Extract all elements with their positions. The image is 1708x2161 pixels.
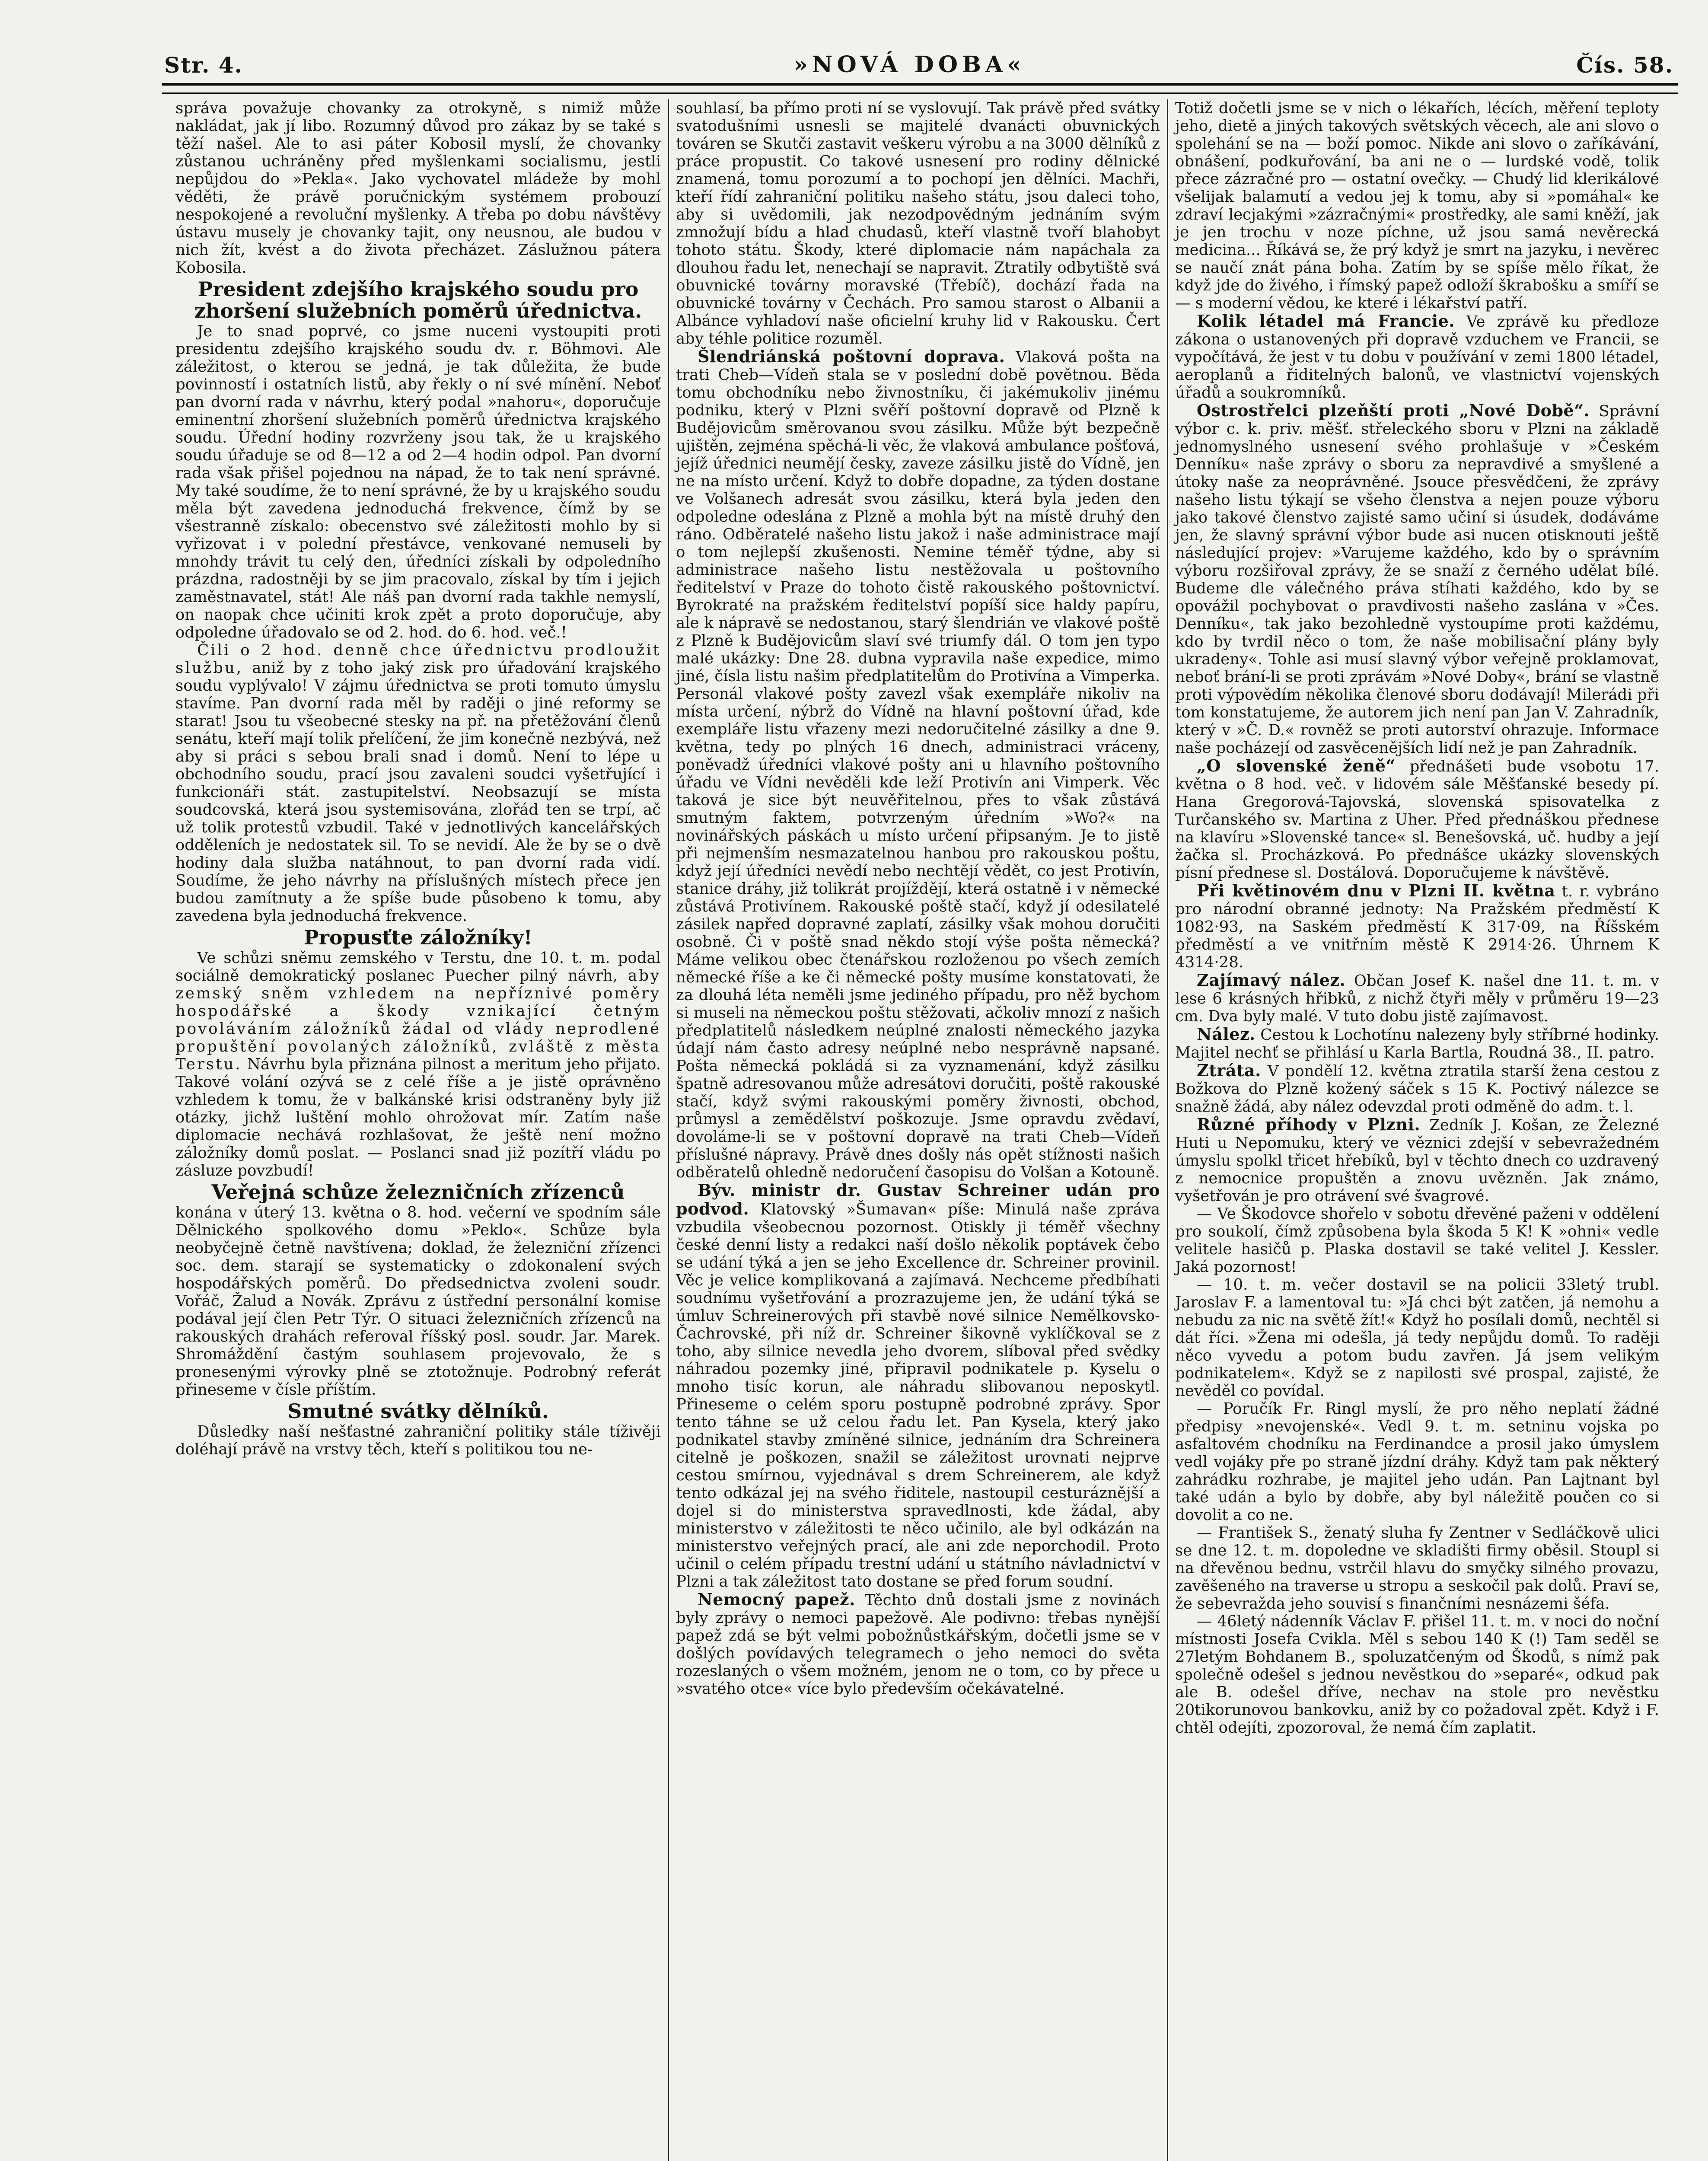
reservists-lead: Ve schůzi sněmu zemského v Terstu, dne 10. t. m. podal sociálně demokratický poslanec Puecher pilný návrh, — [175, 949, 661, 985]
incident-suicide: — František S., ženatý sluha fy Zentner v Sedláčkově ulici se dne 12. t. m. dopoledne ve skladišti firmy oběsil. Stoupl si na dřevěnou bednu, vstrčil hlavu do smyčky silného provazu, zavěšeného na traverse u stropu a seskočil pak dolů. Praví se, že sebevražda jeho souvisí s finančními nesnázemi šéfa. — [1175, 1524, 1659, 1613]
found-text: Cestou k Lochotínu nalezeny byly stříbrné hodinky. Majitel nechť se přihlásí u Karla Bartla, Roudná 38., II. patro. — [1175, 1026, 1659, 1061]
heading-france-aircraft: Kolik létadel má Francie. — [1197, 311, 1455, 331]
column-3 — [1167, 99, 1666, 2161]
article-president-text-2 — [175, 641, 661, 925]
postal-text: Vlaková pošta na trati Cheb—Vídeň stala se v poslední době povětnou. Běda tomu obchodníku nebo živnostníku, či jakémukoliv jinému podniku, který v Plzni svěří poštovní dopravě od Plzně k Budějovicům směrovanou svou zásilku. Může být bezpečně ujištěn, zejména spěchá-li věc, že vlaková ambulance pošťová, jejíž úřednici neumějí česky, zaveze zásilku jistě do Vídně, jen ne na místo určení. Když to dobře dopadne, za týden dostane ve Volšanech adresát svou zásilku, která byla jeden den odpoledne odeslána z Plzně a mohla být na místě druhý den ráno. Odběratelé našeho listu jakož i naše administrace mají o tom nejlepší zkušenosti. Nemine téměř týdne, aby si administrace našeho listu nestěžovala u poštovního ředitelství v Praze do tohoto čistě rakouského poštovnictví. Byrokraté na pražském ředitelství popíší sice haldy papíru, ale k nápravě se nedostanou, starý šlendrián ve vlakové poště z Plzně k Budějovicům slaví své triumfy dál. O tom jen typo malé ukázky: Dne 28. dubna vypravila naše expedice, mimo jiné, čísla listu našim předplatitelům do Protivína a Vimperka. Personál vlakové pošty zavezl však exempláře nikoliv na místa určení, nýbrž do Vídně na hlavní poštovní úřad, kde exempláře listu vřazeny mezi nedoručitelné zásilky a dne 9. května, tedy po plných 16 dnech, administraci vráceny, poněvadž úředníci vlakové pošty ani u hlavního poštovního úřadu ve Vídni nevěděli kde leží Protivín ani Vimperk. Věc taková je sice být neuvěřitelnou, přes to však zůstává smutným faktem, potvrzeným úředním »Wo?« na novinářských páskách u místo určení připsaným. Je to jistě při nejmenším nesmazatelnou hanbou pro rakouskou poštu, když její úředníci nevědí nebo nechtějí vědět, co jest Protivín, stanice dráhy, již tolikrát projíždějí, která ostatně i v německé zůstává Protivínem. Rakouské poště stačí, když jí odesilatelé zásilek napřed dopravné zaplatí, zásilky však mohou doručiti osobně. Či v poště snad někdo stojí výše pošta německá? Máme velikou obec čtenářskou rozloženou po všech zemích německé říše a ke či německé pošty musíme konstatovati, že za dlouhá léta neměli jsme jediného případu, pro něž bychom si museli na německou poštu stěžovati, ačkoliv mnozí z našich předplatitelů následkem neúplné znalosti německého jazyka údají nám často adresy neúplné nebo nesprávně napsané. Pošta německá pokládá si za vyznamenání, když zásilku špatně adresovanou může adresátovi doručiti, poště rakouské stačí, když svými rakouskými poměry živnosti, obchod, průmysl a zemědělství poškozuje. Jsme opravdu zvědaví, dovoláme-li se v poštovní dopravě na trati Cheb—Vídeň příslušné nápravy. Právě dnes došly nás opět stížnosti našich odběratelů ohledně nedoručení časopisu do Volšan a Kotouně. — [676, 348, 1160, 1181]
schreiner-text: Klatovský »Šumavan« píše: Minulá naše zpráva vzbudila všeobecnou pozornost. Otiskly ji téměř všechny české denní listy a redakci naší došlo několik poptávek čebo se udání týká a jen se jeho Excellence dr. Schreiner provinil. Věc je velice komplikovaná a zajímavá. Nechceme předbíhati soudnímu vyšetřování a prozrazujeme jen, že udání týká se úmluv Schreinerových při stavbě nové silnice Nemělkovsko-Čachrovské, při níž dr. Schreiner šikovně vyklíčkoval se z toho, aby silnice nevedla jeho dvorem, slíboval před svědky náhradou pozemky jiné, připravil podnikatele p. Kyselu o mnoho tisíc korun, ale náhradu slibovanou neposkytl. Přineseme o celém sporu postupně podrobné zprávy. Spor tento táhne se už celou řadu let. Pan Kysela, který jako podnikatel stavby zmíněné silnice, jednáním dra Schreinera citelně je poškozen, snažil se záležitost urovnati nejprve cestou smírnou, vyjednával s drem Schreinerem, ale když tento odkázal jej na svého řiditele, nastoupil cesturáznější a dojel si do ministerstva spravedlnosti, kde žádal, aby ministerstvo v záležitosti te něco učinilo, ale byl odkázán na ministerstvo veřejných prací, ale ani zde neporchodil. Proto učinil o celém případu trestní udání u státního návladnictví v Plzni a tak záležitost tato dostane se před forum soudní. — [676, 1201, 1160, 1590]
reservists-spaced: aby zemský sněm vzhledem na nepříznivé poměry hospodářské a škody vznikající četným povoláváním záložníků žádal od vlády neprodlené propuštění povolaných záložníků, zvláště z města Terstu. — [175, 967, 661, 1073]
article-france-aircraft — [1175, 312, 1659, 402]
article-columns — [169, 99, 1678, 2161]
page-header — [164, 43, 1673, 78]
heading-slovak-woman: „O slovenské ženě“ — [1197, 756, 1396, 775]
heading-pope: Nemocný papež. — [698, 1590, 855, 1609]
heading-sharpshooters: Ostrostřelci plzeňští proti „Nové Době“. — [1197, 401, 1590, 420]
newspaper-name: »NOVÁ DOBA« — [793, 51, 1026, 78]
heading-schreiner: Býv. ministr dr. Gustav Schreiner udán pro podvod. — [676, 1180, 1160, 1218]
incident-laborer: — 46letý nádenník Václav F. přišel 11. t. m. v noci do noční místnosti Josefa Cvikla. Měl s sebou 140 K (!) Tam seděl se 27letým Bohdanem B., spoluzatčeným od Škodů, s nímž pak společně odešel s jednou nevěstkou do »separé«, odkud pak ale B. odešel dříve, nechav na stole pro nevěstku 20tikorunovou bankovku, aniž by co požadoval zpět. Když i F. chtěl odejíti, zpozoroval, že nemá čím zaplatit. — [1175, 1613, 1659, 1737]
interesting-find-text: Občan Josef K. našel dne 11. t. m. v lese 6 krásných hřibků, z nichž čtyři měly v průměru 19—23 cm. Dva byly malé. V tuto dobu jistě zajímavost. — [1175, 972, 1659, 1025]
heading-postal: Šlendriánská poštovní doprava. — [698, 347, 1005, 366]
heading-loss: Ztráta. — [1197, 1061, 1261, 1080]
article-incidents — [1175, 1116, 1659, 1205]
incident-lieutenant: — Poručík Fr. Ringl myslí, že pro něho neplatí žádné předpisy »nevojenské«. Vedl 9. t. m. setninu vojska po asfaltovém chodníku na Ferdinandce a prosil jako úmyslem vedl vojáky pře po straně jízdní dráhy. Když tam pak některý zahrádku rozhrabe, je majitel jeho udán. Pan Lajtnant byl také udán a bylo by dobře, aby byl náležitě poučen co si dovolit a co ne. — [1175, 1400, 1659, 1524]
reservists-rest: Návrhu byla přiznána pilnost a meritum jeho přijato. Takové volání ozývá se z celé říše a je jistě oprávněno vzhledem k tomu, že v balkánské krisi odstraněny byly již otázky, jichž luštění mohlo ohrožovat mír. Zatím naše diplomacie nechává rozhlašovat, že ještě není možno záložníky domů poslat. — Poslanci snad již pozítří vládu po zásluze povzbudí! — [175, 1055, 661, 1179]
article-sharpshooters — [1175, 402, 1659, 757]
article-pope-continuation: Totiž dočetli jsme se v nich o lékařích, lécích, měření teploty jeho, dietě a jiných takových světských věcech, ale ani slovo o spolehání se na — boží pomoc. Nikde ani slovo o zaříkávání, obnášení, podkuřování, ba ani ne o — lurdské vodě, tolik přece zázračné pro — ostatní ovečky. — Chudý lid klerikálové všelijak balamutí a vedou jej k tomu, aby si »pomáhal« ke zdraví lecjakými »zázračnými« prostředky, ale sami kněží, jak je jen trochu v noze píchne, už jsou samá nevěrecká medicina... Říkává se, že prý když je smrt na jazyku, i nevěrec se naučí znát pána boha. Zatím by se spíše mělo říkat, že když jde do živého, i římský papež odloží škrabošku a smíří se — s moderní vědou, ke které i lékařství patří. — [1175, 99, 1659, 312]
incidents-text: Zedník J. Košan, ze Železné Huti u Nepomuku, který ve věznici zdejší v sebevražedném úmyslu spolkl třicet hřebíků, byl v těchto dnech co uzdravený z nemocnice propuštěn a znovu uvězněn. Jak známo, vyšetřován je pro otrávení své švagrové. — [1175, 1116, 1659, 1205]
article-loss — [1175, 1061, 1659, 1116]
article-president-text: Je to snad poprvé, co jsme nuceni vystoupiti proti presidentu zdejšího krajského soudu dv. r. Böhmovi. Ale záležitost, o kterou se jedná, je tak důležita, že bude povinností i ostatních listů, aby řekly o ní své mínění. Neboť pan dvorní rada v návrhu, který podal »nahoru«, doporučuje eminentní zhoršení služebních poměrů úřednictva krajského soudu. Úřední hodiny rozvrženy jsou tak, že u krajského soudu úřaduje se od 8—12 a od 2—4 hodin odpol. Pan dvorní rada však přišel pojednou na nápad, že to tak není správné. My také soudíme, že to není správné, že by u krajského soudu měla být zavedena jednoduchá frekvence, čímž by se všestranně získalo: obecenstvo své záležitosti mohlo by si vyřizovat i v polední přestávce, venkované nemuseli by mnohdy trávit tu celý den, úředníci získali by odpoledního prázdna, radostněji by se jim pracovalo, získal by tím i jejich zaměstnavatel, stát! Ale náš pan dvorní rada takhle nemyslí, on naopak chce učiniti krok zpět a proto doporučuje, aby odpoledne úřadovalo se od 2. hod. do 6. hod. več.! — [175, 322, 661, 641]
article-postal — [676, 347, 1160, 1181]
article-pope — [676, 1590, 1160, 1698]
article-heading-railway-meeting: Veřejná schůze železničních zřízenců — [211, 1180, 625, 1204]
article-heading-sad-holidays: Smutné svátky dělníků. — [287, 1399, 549, 1423]
article-heading-reservists: Propusťte záložníky! — [304, 926, 532, 949]
issue-number: Čís. 58. — [1576, 52, 1673, 78]
article-slovak-woman — [1175, 757, 1659, 882]
page-number: Str. 4. — [164, 52, 243, 78]
article-interesting-find — [1175, 971, 1659, 1025]
incident-police: — 10. t. m. večer dostavil se na policii 33letý trubl. Jaroslav F. a lamentoval tu: »Já chci být zatčen, já nemohu a nebudu za nic na světě žít!« Když ho posílali domů, nechtěl si dát říci. »Žena mi odešla, já tedy nepůjdu domů. To raději něco vyvedu a potom budu zavřen. Já jsem velikým podnikatelem«. Když se z napilosti své prospal, zajisté, že nevěděl co povídal. — [1175, 1276, 1659, 1400]
article-reservists-text — [175, 949, 661, 1179]
incident-skodovka: — Ve Škodovce shořelo v sobotu dřevěné paženi v oddělení pro soukolí, čímž způsobena byla škoda 5 K! K »ohni« vedle velitele hasičů p. Plaska dostavil se také velitel J. Kessler. Jaká pozornost! — [1175, 1205, 1659, 1276]
article-holidays-text: Důsledky naší nešťastné zahraniční politiky stále tíživěji doléhají právě na vrstvy těch, kteří s politikou tou ne- — [175, 1423, 661, 1458]
heading-found: Nález. — [1197, 1024, 1256, 1044]
pope-text: Těchto dnů dostali jsme z novinách byly zprávy o nemoci papežově. Ale podivno: třebas nynější papež zdá se být velmi pobožnůstkářským, dočetli jsme se v došlých povídavých telegramech o jeho nemoci do světa rozeslaných o všem možném, jenom ne o tom, co by přece u »svatého otce« více bylo především očekávatelné. — [676, 1591, 1160, 1698]
flower-day-text: t. r. vybráno pro národní obranné jednoty: Na Pražském předměstí K 1082·93, na Saském předměstí K 317·09, na Říšském předměstí a ve vnitřním městě K 2914·26. Úhrnem K 4314·28. — [1175, 883, 1659, 971]
spaced-emphasis: Čili o 2 hod. denně chce úřednictvu prodloužit službu, — [175, 641, 661, 677]
article-found — [1175, 1025, 1659, 1061]
article-flower-day — [1175, 882, 1659, 971]
article-heading-president: President zdejšího krajského soudu pro zhoršení služebních poměrů úřednictva. — [194, 277, 642, 322]
heading-interesting-find: Zajímavý nález. — [1197, 970, 1346, 990]
header-rule — [162, 83, 1678, 94]
sharpshooters-text: Správní výbor c. k. priv. měšť. střeleckého sboru v Plzni na základě jednomyslného usnesení svého prohlašuje v »Českém Denníku« naše zprávy o sboru za nepravdivé a smyšlené a útoky naše za neoprávněné. Jsouce přesvědčeni, že zprávy našeho listu týkají se všeho členstva a nejen pouze výboru jako takové členstvo zajisté samo učiní si úsudek, dodáváme jen, že slavný správní výbor bude asi nucen otisknouti ještě následující projev: »Varujeme každého, kdo by o správním výboru rozšiřoval zprávy, že se snaží z černého udělat bílé. Budeme dle válečného práva stíhati každého, kdo by se opovážil pochybovat o pravdivosti našeho zaslána v »Čes. Denníku«, tak jako bezohledně vystoupíme proti každému, kdo by tvrdil něco o tom, že naše mobilisační plány byly ukradeny«. Tohle asi musí slavný výbor veřejně proklamovat, neboť brání-li se proti zprávám »Nové Doby«, brání se vlastně proti výpovědím několika členové sboru dodávají! Milerádi při tom konstatujeme, že autorem jich není pan Jan V. Zahradník, který v »Č. D.« rovněž se proti autorství ohrazuje. Informace naše pocházejí od zasvěcenějších lidí než je pan Zahradník. — [1175, 402, 1659, 757]
article-president-rest: aniž by z toho jaký zisk pro úřadování krajského soudu vyplývalo! V zájmu úřednictva se proti tomuto úmyslu stavíme. Pan dvorní rada měl by raději o jiné reformy se starat! Jsou tu všeobecné stesky na př. na přetěžování členů senátu, kteří mají tolik přelíčení, že jim konečně nezbývá, než aby si práci s sebou brali snad i domů. Není to lépe u obchodního soudu, prací jsou zavaleni soudci vyšetřující i funkcionáři stát. zastupitelství. Neobsazují se místa soudcovská, která jsou systemisována, zlořád ten se trpí, ač už tolik protestů vzbudil. Také v jednotlivých kancelářských odděleních je nedostatek sil. To se nevidí. Ale že by se o dvě hodiny dala služba natáhnout, to pan dvorní rada vidí. Soudíme, že jeho návrhy na příslušných místech přece jen budou zamítnuty a že spíše bude působeno k tomu, aby zavedena byla jednoduchá frekvence. — [175, 659, 661, 925]
heading-flower-day: Při květinovém dnu v Plzni II. května — [1197, 881, 1555, 900]
loss-text: V pondělí 12. května ztratila starší žena cestou z Božkova do Plzně kožený sáček s 15 K. Poctivý nálezce se snažně žádá, aby nález odevzdal proti odměně do adm. t. l. — [1175, 1062, 1659, 1116]
france-aircraft-text: Ve zprávě ku předloze zákona o ustanovených při dopravě vzduchem ve Francii, se vypočítává, že jest v tu dobu v používání v zemi 1800 létadel, aeroplanů a řiditelných balonů, ve vlastnictví vojenských úřadů a soukromníků. — [1175, 313, 1659, 402]
article-continuation: správa považuje chovanky za otrokyně, s nimiž může nakládat, jak jí libo. Rozumný důvod pro zákaz by se také s těží našel. Ale to asi páter Kobosil myslí, že chovanky zůstanou uchráněny před myšlenkami socialismu, jestli nepůjdou do »Pekla«. Jako vychovatel mládeže by mohl věděti, že právě poručnickým systémem probouzí nespokojené a revoluční myšlenky. A třeba po dobu návštěvy ústavu musely je chovanky tajit, ony neusnou, ale budou v nich žít, kvést a do života přecházet. Záslužnou pátera Kobosila. — [175, 99, 661, 277]
article-railway-text: konána v úterý 13. května o 8. hod. večerní ve spodním sále Dělnického spolkového domu »Peklo«. Schůze byla neobyčejně četně navštívena; doklad, že železniční zřízenci soc. dem. starají se systematicky o zdokonalení svých hospodářských poměrů. Do předsednictva zvoleni soudr. Vořáč, Žalud a Novák. Zprávu z ústřední personální komise podával její člen Petr Týr. O situaci železničních zřízenců na rakouských drahách referoval říšský posl. soudr. Jar. Marek. Shromáždění častým souhlasem projevovalo, že s pronesenými výrovky plně se ztotožnuje. Podrobný referát přineseme v čísle příštím. — [175, 1204, 661, 1399]
slovak-woman-text: přednášeti bude vsobotu 17. května o 8 hod. več. v lidovém sále Měšťanské besedy pí. Hana Gregorová-Tajovská, slovenská spisovatelka z Turčanského sv. Martina z Uher. Před přednáškou přednese na klavíru »Slovenské tance« sl. Benešovská, uč. hudby a její žačka sl. Procházková. Po přednášce ukázky slovenských písní přednese sl. Dostálová. Doporučujeme k návštěvě. — [1175, 758, 1659, 882]
column-2 — [668, 99, 1167, 2161]
article-holidays-continuation: souhlasí, ba přímo proti ní se vyslovují. Tak právě před svátky svatodušními usnesli se majitelé dvanácti obuvnických továren se Skutči zastavit veškeru výrobu a na 3000 dělníků z práce propustit. Co takové usnesení pro rodiny dělnické znamená, tomu porozumí a to pochopí jen dělníci. Machři, kteří řídí zahraniční politiku našeho státu, jsou daleci toho, aby si uvědomili, jak nezodpovědným jednáním svým zmnožují bídu a hlad chudasů, kteří vlastně tvoří blahobyt tohoto státu. Škody, které diplomacie nám napáchala za dlouhou řadu let, nenechají se napravit. Ztratily odbytiště svá obuvnické továrny moravské (Třebíč), dochází řada na obuvnické továrny v Čechách. Pro samou starost o Albanii a Albánce vyhladoví naše oficielní kruhy lid v Rakousku. Čert aby téhle politice rozuměl. — [676, 99, 1160, 347]
heading-incidents: Různé příhody v Plzni. — [1197, 1115, 1421, 1134]
article-schreiner — [676, 1181, 1160, 1590]
column-1 — [169, 99, 668, 2161]
